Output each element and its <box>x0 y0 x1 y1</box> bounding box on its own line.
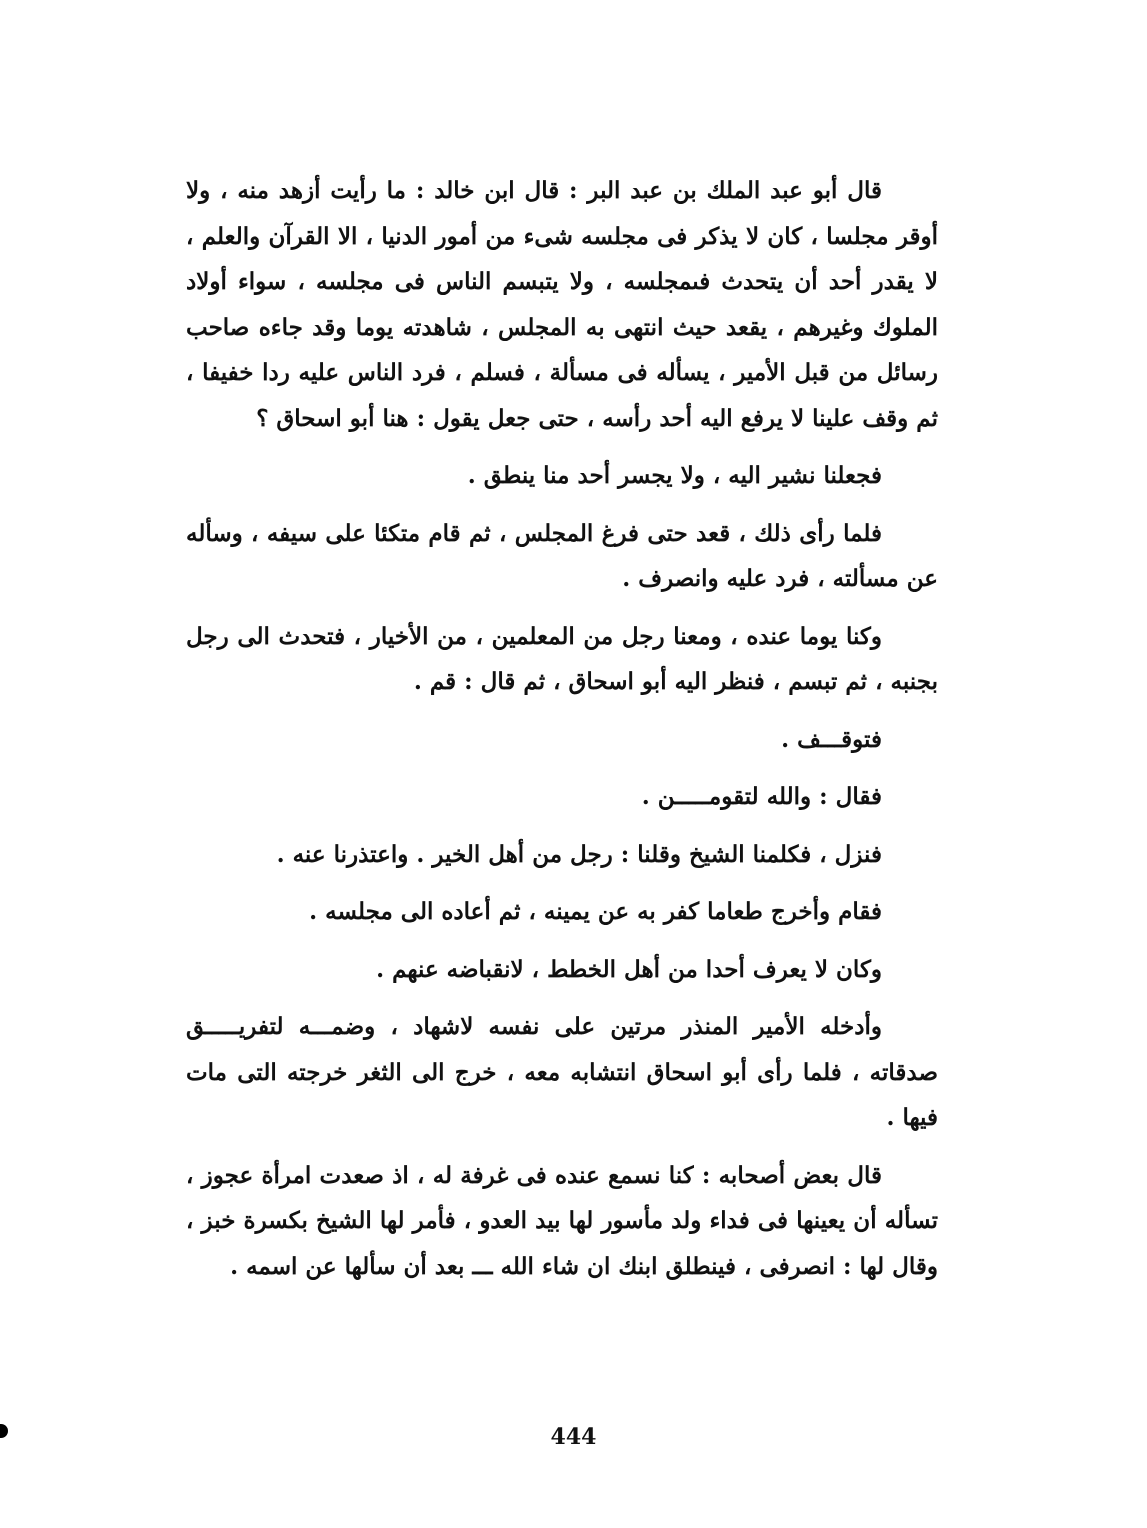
paragraph-6: فقال : والله لتقومـــــن . <box>641 783 882 810</box>
paragraph-10: وأدخله الأمير المنذر مرتين على نفسه لاشهاد ، وضمـــه لتفريـــــق صدقاته ، فلما رأى أبو اسحاق انتشابه معه ، خرج الى الثغر خرجته التى مات فيها . <box>186 1013 938 1131</box>
body-text <box>186 168 938 1301</box>
paragraph-7: فنزل ، فكلمنا الشيخ وقلنا : رجل من أهل الخير . واعتذرنا عنه . <box>276 840 882 868</box>
paragraph-9: وكان لا يعرف أحدا من أهل الخطط ، لانقباضه عنهم . <box>376 955 882 983</box>
paragraph-4: وكنا يوما عنده ، ومعنا رجل من المعلمين ، من الأخيار ، فتحدث الى رجل بجنبه ، ثم تبسم ، فنظر اليه أبو اسحاق ، ثم قال : قم . <box>186 622 938 695</box>
paragraph-5: فتوقـــف . <box>781 725 882 753</box>
paragraph-1: قال أبو عبد الملك بن عبد البر : قال ابن خالد : ما رأيت أزهد منه ، ولا أوقر مجلسا ، كان لا يذكر فى مجلسه شىء من أمور الدنيا ، الا القرآن والعلم ، لا يقدر أحد أن يتحدث فىمجلسه ، ولا يتبسم الناس فى مجلسه ، سواء أولاد الملوك وغيرهم ، يقعد حيث انتهى به المجلس ، شاهدته يوما وقد جاءه صاحب رسائل من قبل الأمير ، يسأله فى مسألة ، فسلم ، فرد الناس عليه ردا خفيفا ، ثم وقف علينا لا يرفع اليه أحد رأسه ، حتى جعل يقول : هنا أبو اسحاق ؟ <box>186 177 938 432</box>
paragraph-11: قال بعض أصحابه : كنا نسمع عنده فى غرفة له ، اذ صعدت امرأة عجوز ، تسأله أن يعينها فى فداء ولد مأسور لها بيد العدو ، فأمر لها الشيخ بكسرة خبز ، وقال لها : انصرفى ، فينطلق ابنك ان شاء الله ـــ بعد أن سألها عن اسمه . <box>186 1161 938 1280</box>
paragraph-8: فقام وأخرج طعاما كفر به عن يمينه ، ثم أعاده الى مجلسه . <box>309 898 882 925</box>
page-number: 444 <box>550 1424 597 1450</box>
paragraph-3: فلما رأى ذلك ، قعد حتى فرغ المجلس ، ثم قام متكئا على سيفه ، وسأله عن مسألته ، فرد عليه وانصرف . <box>186 519 938 592</box>
paragraph-2: فجعلنا نشير اليه ، ولا يجسر أحد منا ينطق . <box>467 462 882 489</box>
